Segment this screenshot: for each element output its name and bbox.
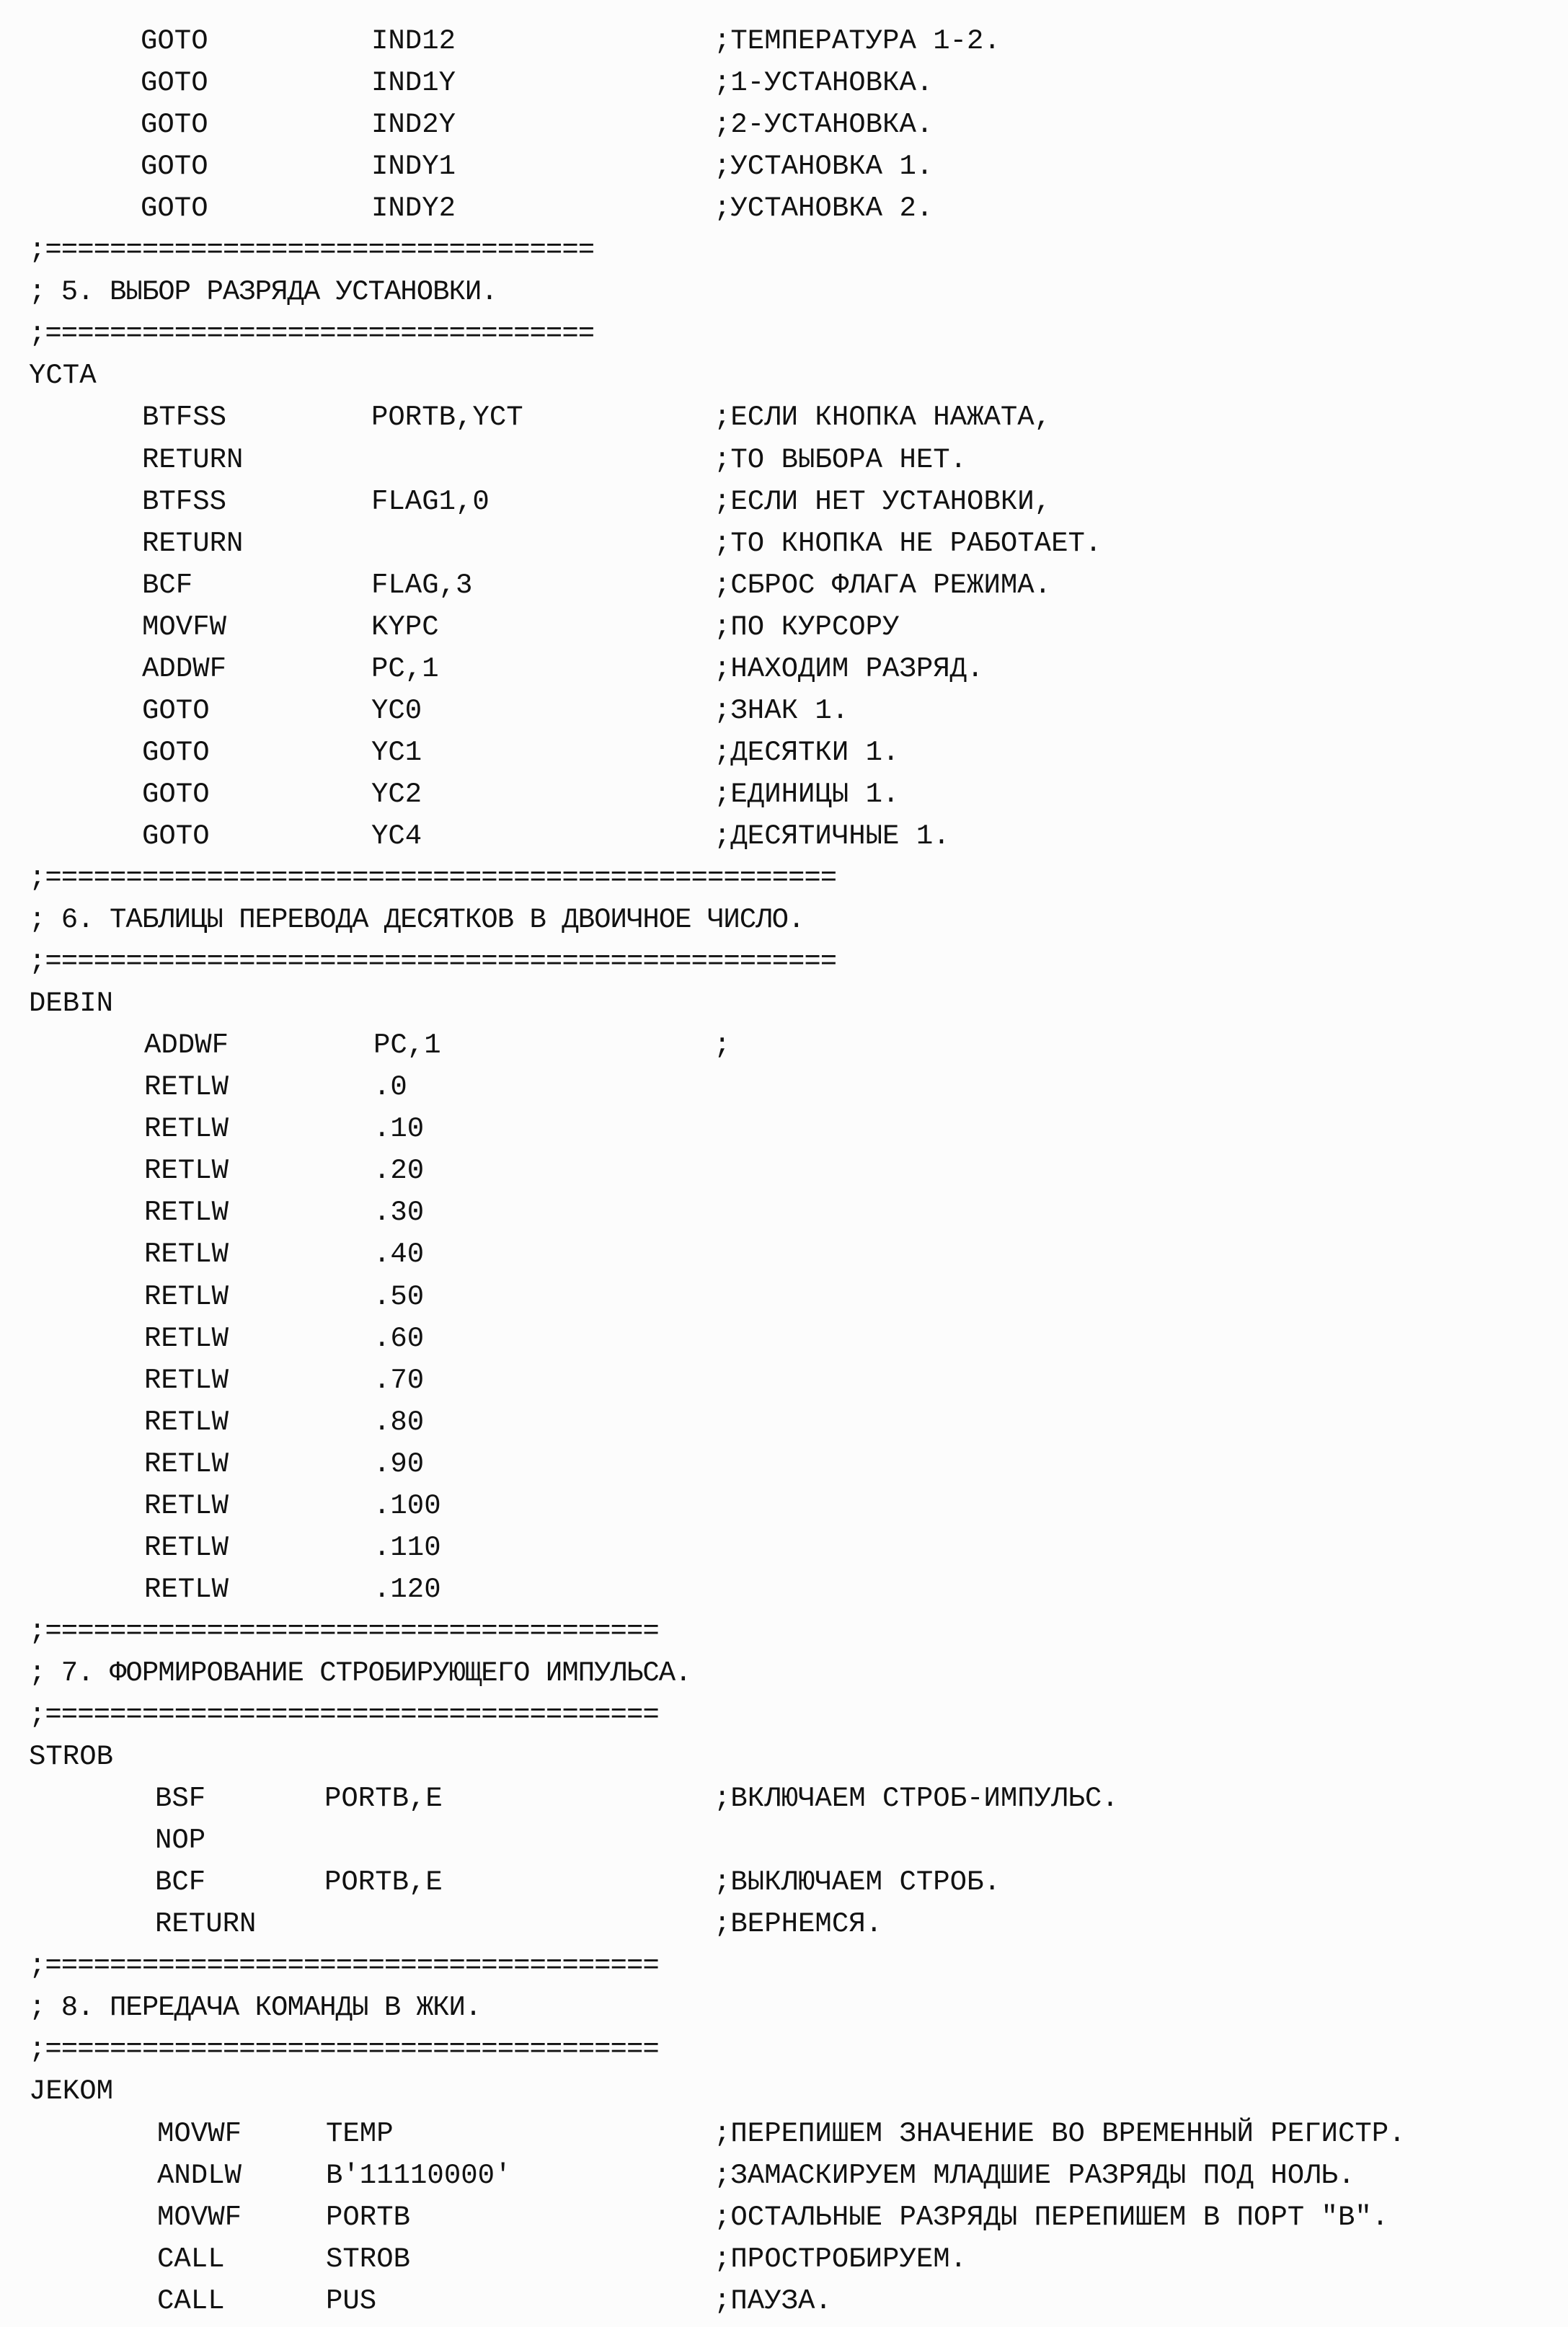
mnemonic: RETURN [142,528,244,559]
mnemonic: CALL [157,2243,225,2275]
comment: ;1-УСТАНОВКА. [714,67,934,99]
separator-line [0,941,1568,983]
mnemonic: GOTO [142,820,210,852]
code-line [0,1861,1568,1903]
code-line [0,2113,1568,2155]
mnemonic: ADDWF [144,1029,229,1061]
mnemonic: ADDWF [142,653,227,685]
mnemonic: RETLW [144,1365,229,1396]
code-line [0,1360,1568,1401]
mnemonic: BCF [155,1866,206,1898]
comment: ;ЕСЛИ НЕТ УСТАНОВКИ, [714,486,1052,518]
code-line [0,146,1568,187]
code-label: YCTA [29,360,97,391]
separator-text: ;====================================== [29,1615,659,1647]
operand: IND12 [371,25,456,57]
code-label-line [0,2070,1568,2112]
operand: PORTB,E [324,1783,443,1814]
operand: .10 [373,1113,425,1145]
separator-line [0,2029,1568,2070]
operand: IND1Y [371,67,456,99]
comment: ;ВЫКЛЮЧАЕМ СТРОБ. [714,1866,1001,1898]
mnemonic: GOTO [142,695,210,727]
mnemonic: RETLW [144,1448,229,1480]
separator-text: ;================================================= [29,946,837,978]
code-line [0,2155,1568,2197]
code-line [0,1024,1568,1066]
code-line [0,481,1568,523]
mnemonic: GOTO [142,779,210,810]
mnemonic: GOTO [141,192,208,224]
code-line [0,1527,1568,1569]
mnemonic: RETURN [142,444,244,476]
mnemonic: RETLW [144,1155,229,1187]
code-line [0,564,1568,606]
mnemonic: ANDLW [157,2160,242,2191]
mnemonic: GOTO [141,67,208,99]
section-header [0,1987,1568,2029]
mnemonic: GOTO [141,109,208,141]
operand: PORTB [326,2202,411,2233]
code-line [0,1485,1568,1527]
separator-line [0,1610,1568,1652]
comment: ;ЗНАК 1. [714,695,849,727]
operand: PORTB,YCT [371,402,523,433]
comment: ;ОСТАЛЬНЫЕ РАЗРЯДЫ ПЕРЕПИШЕМ В ПОРТ "B". [714,2202,1389,2233]
code-label-line [0,355,1568,396]
separator-text: ;====================================== [29,2034,659,2065]
operand: YC2 [371,779,422,810]
code-line [0,1778,1568,1820]
section-title: ; 8. ПЕРЕДАЧА КОМАНДЫ В ЖКИ. [29,1992,482,2024]
operand: .80 [373,1406,425,1438]
mnemonic: RETURN [155,1908,257,1940]
code-line [0,187,1568,229]
separator-line [0,229,1568,271]
separator-text: ;================================================= [29,862,837,894]
code-line [0,439,1568,481]
mnemonic: RETLW [144,1113,229,1145]
operand: YC4 [371,820,422,852]
code-label: STROB [29,1741,114,1773]
separator-line [0,857,1568,899]
code-label: JEKOM [29,2075,114,2107]
code-line [0,1066,1568,1108]
section-title: ; 5. ВЫБОР РАЗРЯДА УСТАНОВКИ. [29,276,497,308]
operand: PC,1 [371,653,439,685]
comment: ;УСТАНОВКА 2. [714,192,934,224]
comment: ;ПО КУРСОРУ [714,611,900,643]
mnemonic: RETLW [144,1071,229,1103]
code-line [0,732,1568,774]
comment: ;ДЕСЯТКИ 1. [714,737,900,768]
comment: ;ПЕРЕПИШЕМ ЗНАЧЕНИЕ ВО ВРЕМЕННЫЙ РЕГИСТР. [714,2118,1406,2150]
code-line [0,648,1568,690]
separator-line [0,1694,1568,1736]
section-title: ; 6. ТАБЛИЦЫ ПЕРЕВОДА ДЕСЯТКОВ В ДВОИЧНОЕ ЧИСЛО. [29,904,805,936]
mnemonic: BSF [155,1783,206,1814]
mnemonic: NOP [155,1825,206,1856]
code-line [0,396,1568,438]
code-line [0,1192,1568,1233]
mnemonic: RETLW [144,1197,229,1228]
comment: ;ТО ВЫБОРА НЕТ. [714,444,967,476]
section-header [0,1652,1568,1694]
code-line [0,20,1568,62]
code-line [0,606,1568,648]
mnemonic: BCF [142,569,193,601]
mnemonic: CALL [157,2285,225,2317]
operand: YC1 [371,737,422,768]
mnemonic: RETLW [144,1406,229,1438]
code-line [0,1401,1568,1443]
mnemonic: GOTO [141,151,208,182]
code-label-line [0,983,1568,1024]
operand: KYPC [371,611,439,643]
operand: .20 [373,1155,425,1187]
comment: ; [714,1029,731,1061]
operand: PORTB,E [324,1866,443,1898]
operand: FLAG,3 [371,569,473,601]
comment: ;ЕСЛИ КНОПКА НАЖАТА, [714,402,1052,433]
operand: PC,1 [373,1029,441,1061]
comment: ;ТО КНОПКА НЕ РАБОТАЕТ. [714,528,1102,559]
operand: PUS [326,2285,377,2317]
operand: .30 [373,1197,425,1228]
comment: ;ВКЛЮЧАЕМ СТРОБ-ИМПУЛЬС. [714,1783,1119,1814]
code-line [0,2280,1568,2322]
separator-line [0,313,1568,355]
code-line [0,1318,1568,1360]
comment: ;ЗАМАСКИРУЕМ МЛАДШИЕ РАЗРЯДЫ ПОД НОЛЬ. [714,2160,1355,2191]
comment: ;УСТАНОВКА 1. [714,151,934,182]
mnemonic: MOVWF [157,2118,242,2150]
comment: ;ТЕМПЕРАТУРА 1-2. [714,25,1001,57]
mnemonic: RETLW [144,1281,229,1313]
separator-text: ;====================================== [29,1950,659,1982]
section-header [0,899,1568,941]
code-label-line [0,1736,1568,1778]
comment: ;ЕДИНИЦЫ 1. [714,779,900,810]
mnemonic: RETLW [144,1574,229,1605]
code-line [0,690,1568,732]
code-line [0,1108,1568,1150]
mnemonic: MOVFW [142,611,227,643]
comment: ;2-УСТАНОВКА. [714,109,934,141]
operand: TEMP [326,2118,394,2150]
operand: .70 [373,1365,425,1396]
code-line [0,774,1568,815]
code-line [0,104,1568,146]
separator-text: ;====================================== [29,1699,659,1731]
code-line [0,2197,1568,2238]
code-line [0,1569,1568,1610]
operand: .50 [373,1281,425,1313]
operand: .110 [373,1532,441,1564]
operand: IND2Y [371,109,456,141]
operand: .40 [373,1238,425,1270]
code-line [0,1233,1568,1275]
mnemonic: MOVWF [157,2202,242,2233]
section-title: ; 7. ФОРМИРОВАНИЕ СТРОБИРУЮЩЕГО ИМПУЛЬСА. [29,1657,691,1689]
comment: ;ВЕРНЕМСЯ. [714,1908,883,1940]
operand: .60 [373,1323,425,1355]
section-header [0,271,1568,313]
mnemonic: RETLW [144,1238,229,1270]
operand: STROB [326,2243,411,2275]
mnemonic: RETLW [144,1532,229,1564]
comment: ;ДЕСЯТИЧНЫЕ 1. [714,820,950,852]
comment: ;НАХОДИМ РАЗРЯД. [714,653,984,685]
code-line [0,523,1568,564]
operand: .120 [373,1574,441,1605]
code-line [0,815,1568,857]
mnemonic: BTFSS [142,486,227,518]
separator-line [0,1945,1568,1987]
comment: ;СБРОС ФЛАГА РЕЖИМА. [714,569,1052,601]
mnemonic: BTFSS [142,402,227,433]
mnemonic: RETLW [144,1323,229,1355]
mnemonic: GOTO [141,25,208,57]
mnemonic: GOTO [142,737,210,768]
comment: ;ПРОСТРОБИРУЕМ. [714,2243,967,2275]
code-line [0,1820,1568,1861]
code-label: DEBIN [29,988,114,1019]
code-line [0,2238,1568,2280]
operand: FLAG1,0 [371,486,490,518]
code-line [0,62,1568,104]
operand: YC0 [371,695,422,727]
code-line [0,1150,1568,1192]
separator-text: ;================================== [29,234,595,266]
mnemonic: RETLW [144,1490,229,1522]
code-line [0,1276,1568,1318]
code-line [0,1903,1568,1945]
code-line [0,1443,1568,1485]
operand: .90 [373,1448,425,1480]
operand: B'11110000' [326,2160,512,2191]
operand: INDY2 [371,192,456,224]
operand: .100 [373,1490,441,1522]
operand: .0 [373,1071,407,1103]
comment: ;ПАУЗА. [714,2285,832,2317]
separator-text: ;================================== [29,318,595,350]
operand: INDY1 [371,151,456,182]
